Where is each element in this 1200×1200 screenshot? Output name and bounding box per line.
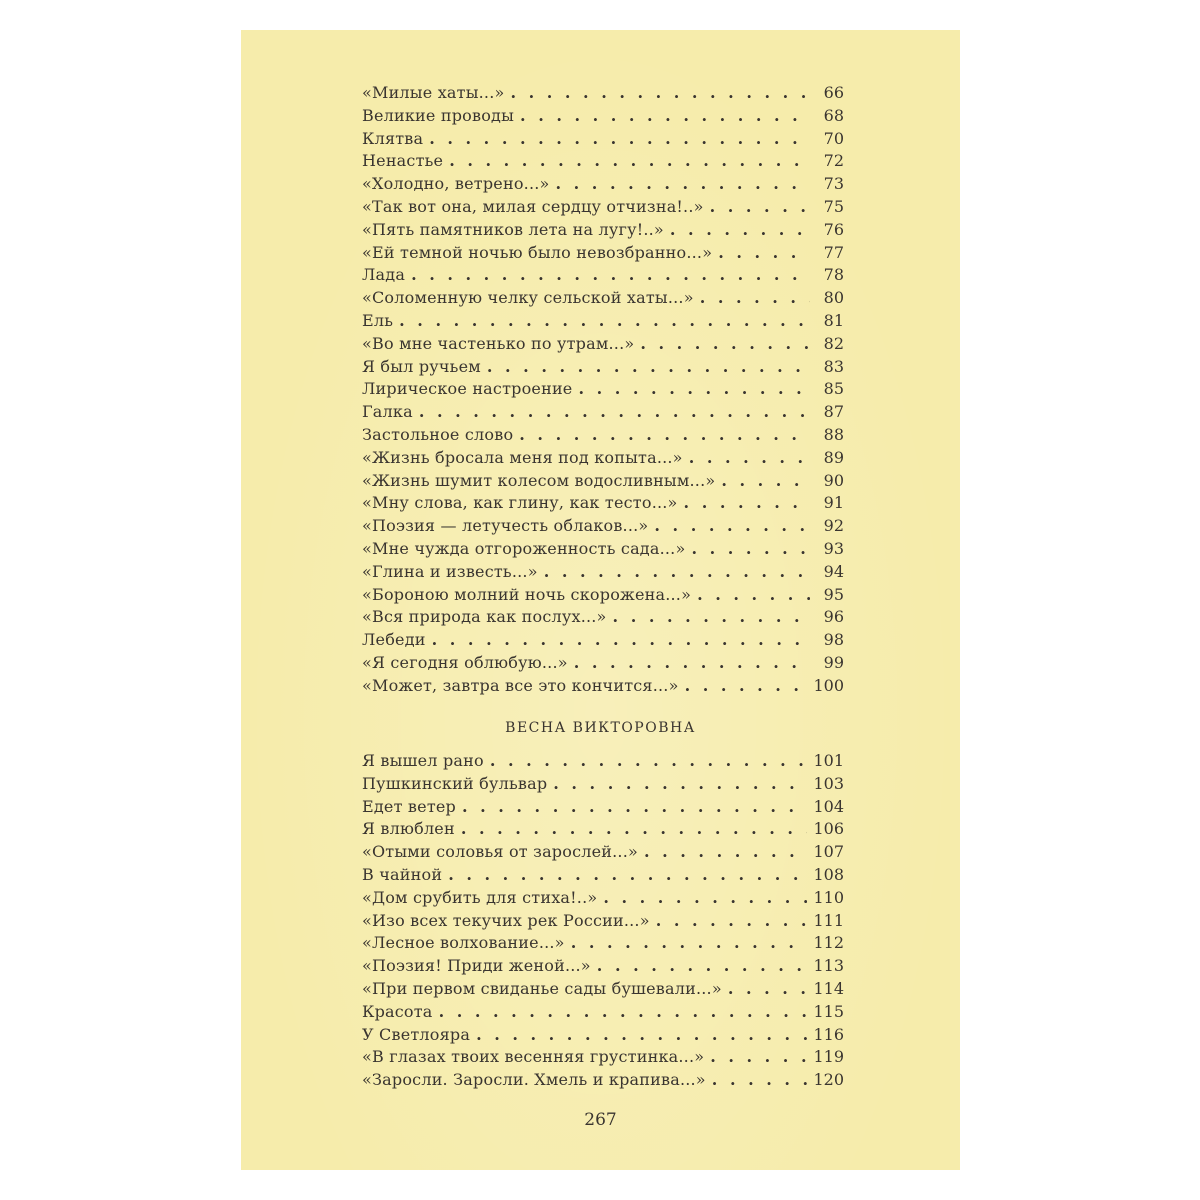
- toc-entry-title: В чайной: [362, 864, 443, 884]
- toc-entry: [362, 447, 844, 470]
- toc-entry-page: 75: [823, 196, 844, 216]
- toc-dot-leader: [670, 219, 810, 242]
- toc-dot-leader: [700, 287, 810, 310]
- toc-entry: [362, 652, 844, 675]
- toc-entry-title: «В глазах твоих весенняя грустинка...»: [362, 1047, 705, 1067]
- toc-dot-leader: [449, 150, 810, 173]
- toc-dot-leader: [640, 333, 810, 356]
- toc-entry-page: 115: [813, 1001, 844, 1021]
- toc-entry-title: «Жизнь бросала меня под копыта...»: [362, 447, 683, 467]
- toc-entry-title: Я влюблен: [362, 819, 455, 839]
- toc-entry: [362, 287, 844, 310]
- toc-entry-page: 91: [823, 493, 844, 513]
- toc-entry: [362, 173, 844, 196]
- toc-entry-page: 106: [813, 819, 844, 839]
- toc-dot-leader: [476, 1024, 807, 1047]
- table-of-contents-part-2: [362, 750, 844, 1092]
- toc-entry-title: Я был ручьем: [362, 356, 481, 376]
- toc-dot-leader: [490, 750, 808, 773]
- toc-dot-leader: [697, 584, 810, 607]
- toc-dot-leader: [419, 401, 810, 424]
- toc-entry-title: «Поэзия — летучесть облаков...»: [362, 516, 649, 536]
- toc-dot-leader: [439, 1001, 808, 1024]
- toc-entry-title: Галка: [362, 402, 413, 422]
- toc-dot-leader: [556, 173, 810, 196]
- toc-entry: [362, 401, 844, 424]
- toc-entry-page: 111: [813, 910, 844, 930]
- toc-entry-title: «Ей темной ночью было невозбранно...»: [362, 242, 713, 262]
- toc-entry-title: Едет ветер: [362, 796, 456, 816]
- toc-entry-page: 88: [823, 424, 844, 444]
- toc-entry: [362, 219, 844, 242]
- toc-entry-title: «Я сегодня облюбую...»: [362, 652, 568, 672]
- toc-dot-leader: [519, 424, 810, 447]
- toc-entry-title: «Дом срубить для стиха!..»: [362, 887, 598, 907]
- toc-dot-leader: [656, 910, 808, 933]
- toc-entry: [362, 750, 844, 773]
- toc-entry-title: «Может, завтра все это кончится...»: [362, 675, 679, 695]
- toc-entry: [362, 864, 844, 887]
- toc-entry-page: 73: [823, 174, 844, 194]
- toc-entry-title: «Соломенную челку сельской хаты...»: [362, 288, 694, 308]
- toc-entry-page: 119: [813, 1047, 844, 1067]
- toc-entry-page: 114: [813, 978, 844, 998]
- toc-entry: [362, 561, 844, 584]
- toc-entry-page: 87: [823, 402, 844, 422]
- toc-entry-page: 110: [813, 887, 844, 907]
- toc-entry-title: Клятва: [362, 128, 424, 148]
- toc-entry-title: «Пять памятников лета на лугу!..»: [362, 219, 664, 239]
- toc-entry-title: Ненастье: [362, 151, 444, 171]
- toc-entry-page: 104: [813, 796, 844, 816]
- toc-entry-title: «Бороною молний ночь скорожена...»: [362, 584, 692, 604]
- toc-entry: [362, 1024, 844, 1047]
- toc-dot-leader: [710, 1046, 807, 1069]
- toc-dot-leader: [597, 955, 808, 978]
- toc-entry: [362, 796, 844, 819]
- toc-entry-title: Ель: [362, 310, 394, 330]
- toc-dot-leader: [432, 629, 810, 652]
- toc-entry-page: 70: [823, 128, 844, 148]
- toc-dot-leader: [603, 887, 807, 910]
- toc-entry-page: 116: [813, 1024, 844, 1044]
- toc-entry-page: 112: [813, 933, 844, 953]
- toc-entry-page: 93: [823, 538, 844, 558]
- toc-dot-leader: [411, 264, 810, 287]
- toc-entry: [362, 955, 844, 978]
- toc-entry-page: 101: [813, 751, 844, 770]
- toc-entry: [362, 932, 844, 955]
- toc-entry-page: 85: [823, 379, 844, 399]
- toc-dot-leader: [685, 675, 808, 698]
- toc-entry-page: 92: [823, 516, 844, 536]
- toc-entry-page: 94: [823, 561, 844, 581]
- toc-entry-title: Лебеди: [362, 630, 426, 650]
- toc-dot-leader: [578, 378, 810, 401]
- page-number: 267: [584, 1110, 617, 1130]
- toc-entry: [362, 378, 844, 401]
- toc-entry-title: «Поэзия! Приди женой...»: [362, 956, 591, 976]
- toc-dot-leader: [462, 796, 807, 819]
- toc-dot-leader: [689, 447, 810, 470]
- toc-dot-leader: [654, 515, 810, 538]
- toc-entry-page: 72: [823, 151, 844, 171]
- toc-entry: [362, 629, 844, 652]
- toc-entry-page: 103: [813, 773, 844, 793]
- toc-entry: [362, 538, 844, 561]
- toc-entry-title: «Мне чужда отгороженность сада...»: [362, 538, 686, 558]
- toc-entry-title: «Мну слова, как глину, как тесто...»: [362, 493, 678, 513]
- toc-entry: [362, 1001, 844, 1024]
- toc-entry: [362, 675, 844, 698]
- toc-entry: [362, 356, 844, 379]
- toc-entry-page: 66: [823, 83, 844, 102]
- toc-dot-leader: [520, 105, 810, 128]
- toc-entry: [362, 196, 844, 219]
- toc-entry-title: Я вышел рано: [362, 751, 484, 770]
- toc-entry-title: «Заросли. Заросли. Хмель и крапива...»: [362, 1070, 706, 1090]
- toc-entry-page: 77: [823, 242, 844, 262]
- toc-entry-title: «Холодно, ветрено...»: [362, 174, 550, 194]
- toc-entry: [362, 310, 844, 333]
- toc-dot-leader: [574, 652, 810, 675]
- toc-dot-leader: [448, 864, 807, 887]
- toc-entry-title: «Лесное волхование...»: [362, 933, 565, 953]
- toc-dot-leader: [718, 242, 810, 265]
- toc-entry: [362, 515, 844, 538]
- toc-entry: [362, 82, 844, 105]
- toc-entry-page: 90: [823, 470, 844, 490]
- toc-entry: [362, 887, 844, 910]
- toc-entry: [362, 128, 844, 151]
- toc-entry-title: «Отыми соловья от зарослей...»: [362, 842, 638, 862]
- toc-dot-leader: [644, 841, 807, 864]
- section-heading: ВЕСНА ВИКТОРОВНА: [505, 720, 696, 736]
- toc-entry-page: 83: [823, 356, 844, 376]
- toc-entry-title: Красота: [362, 1001, 433, 1021]
- toc-entry-title: «Жизнь шумит колесом водосливным...»: [362, 470, 716, 490]
- toc-entry: [362, 105, 844, 128]
- toc-entry-page: 100: [813, 675, 844, 695]
- toc-entry: [362, 818, 844, 841]
- toc-entry-title: «Изо всех текучих рек России...»: [362, 910, 650, 930]
- toc-dot-leader: [712, 1069, 808, 1092]
- toc-entry-page: 107: [813, 842, 844, 862]
- toc-entry: [362, 606, 844, 629]
- toc-entry: [362, 264, 844, 287]
- toc-entry: [362, 470, 844, 493]
- toc-entry-title: Лада: [362, 265, 406, 285]
- toc-entry: [362, 150, 844, 173]
- toc-entry-page: 98: [823, 630, 844, 650]
- toc-dot-leader: [691, 538, 810, 561]
- toc-entry: [362, 1046, 844, 1069]
- toc-dot-leader: [613, 606, 810, 629]
- toc-dot-leader: [487, 356, 810, 379]
- toc-dot-leader: [510, 82, 810, 105]
- toc-dot-leader: [710, 196, 810, 219]
- toc-entry-page: 99: [823, 652, 844, 672]
- toc-dot-leader: [721, 470, 810, 493]
- toc-dot-leader: [553, 773, 807, 796]
- toc-entry: [362, 910, 844, 933]
- toc-entry: [362, 242, 844, 265]
- toc-entry-title: «Во мне частенько по утрам...»: [362, 333, 635, 353]
- toc-entry-page: 96: [823, 607, 844, 627]
- toc-entry-title: Пушкинский бульвар: [362, 773, 548, 793]
- toc-dot-leader: [544, 561, 810, 584]
- toc-dot-leader: [684, 492, 810, 515]
- toc-entry-page: 78: [823, 265, 844, 285]
- toc-entry: [362, 424, 844, 447]
- toc-entry-page: 76: [823, 219, 844, 239]
- toc-entry: [362, 773, 844, 796]
- toc-entry-page: 95: [823, 584, 844, 604]
- toc-entry-page: 89: [823, 447, 844, 467]
- toc-entry-page: 68: [823, 105, 844, 125]
- toc-dot-leader: [728, 978, 808, 1001]
- toc-entry: [362, 492, 844, 515]
- toc-dot-leader: [399, 310, 810, 333]
- toc-entry-title: «Глина и известь...»: [362, 561, 538, 581]
- toc-entry-page: 81: [823, 310, 844, 330]
- toc-entry: [362, 333, 844, 356]
- toc-dot-leader: [571, 932, 808, 955]
- toc-entry-title: Застольное слово: [362, 424, 514, 444]
- toc-entry-title: Великие проводы: [362, 105, 515, 125]
- toc-entry-title: «При первом свиданье сады бушевали...»: [362, 978, 722, 998]
- toc-entry-page: 108: [813, 864, 844, 884]
- toc-entry-title: «Так вот она, милая сердцу отчизна!..»: [362, 196, 704, 216]
- table-of-contents-part-1: [362, 82, 844, 698]
- toc-entry-page: 113: [813, 956, 844, 976]
- toc-entry-page: 82: [823, 333, 844, 353]
- toc-entry-title: Лирическое настроение: [362, 379, 573, 399]
- toc-dot-leader: [461, 818, 808, 841]
- book-page: [241, 30, 960, 1170]
- toc-entry: [362, 841, 844, 864]
- toc-entry-page: 120: [813, 1070, 844, 1090]
- toc-entry: [362, 1069, 844, 1092]
- toc-entry-page: 80: [823, 288, 844, 308]
- toc-entry-title: «Вся природа как послух...»: [362, 607, 607, 627]
- toc-dot-leader: [429, 128, 810, 151]
- toc-entry: [362, 978, 844, 1001]
- toc-entry-title: У Светлояра: [362, 1024, 471, 1044]
- toc-entry-title: «Милые хаты...»: [362, 83, 505, 102]
- toc-entry: [362, 584, 844, 607]
